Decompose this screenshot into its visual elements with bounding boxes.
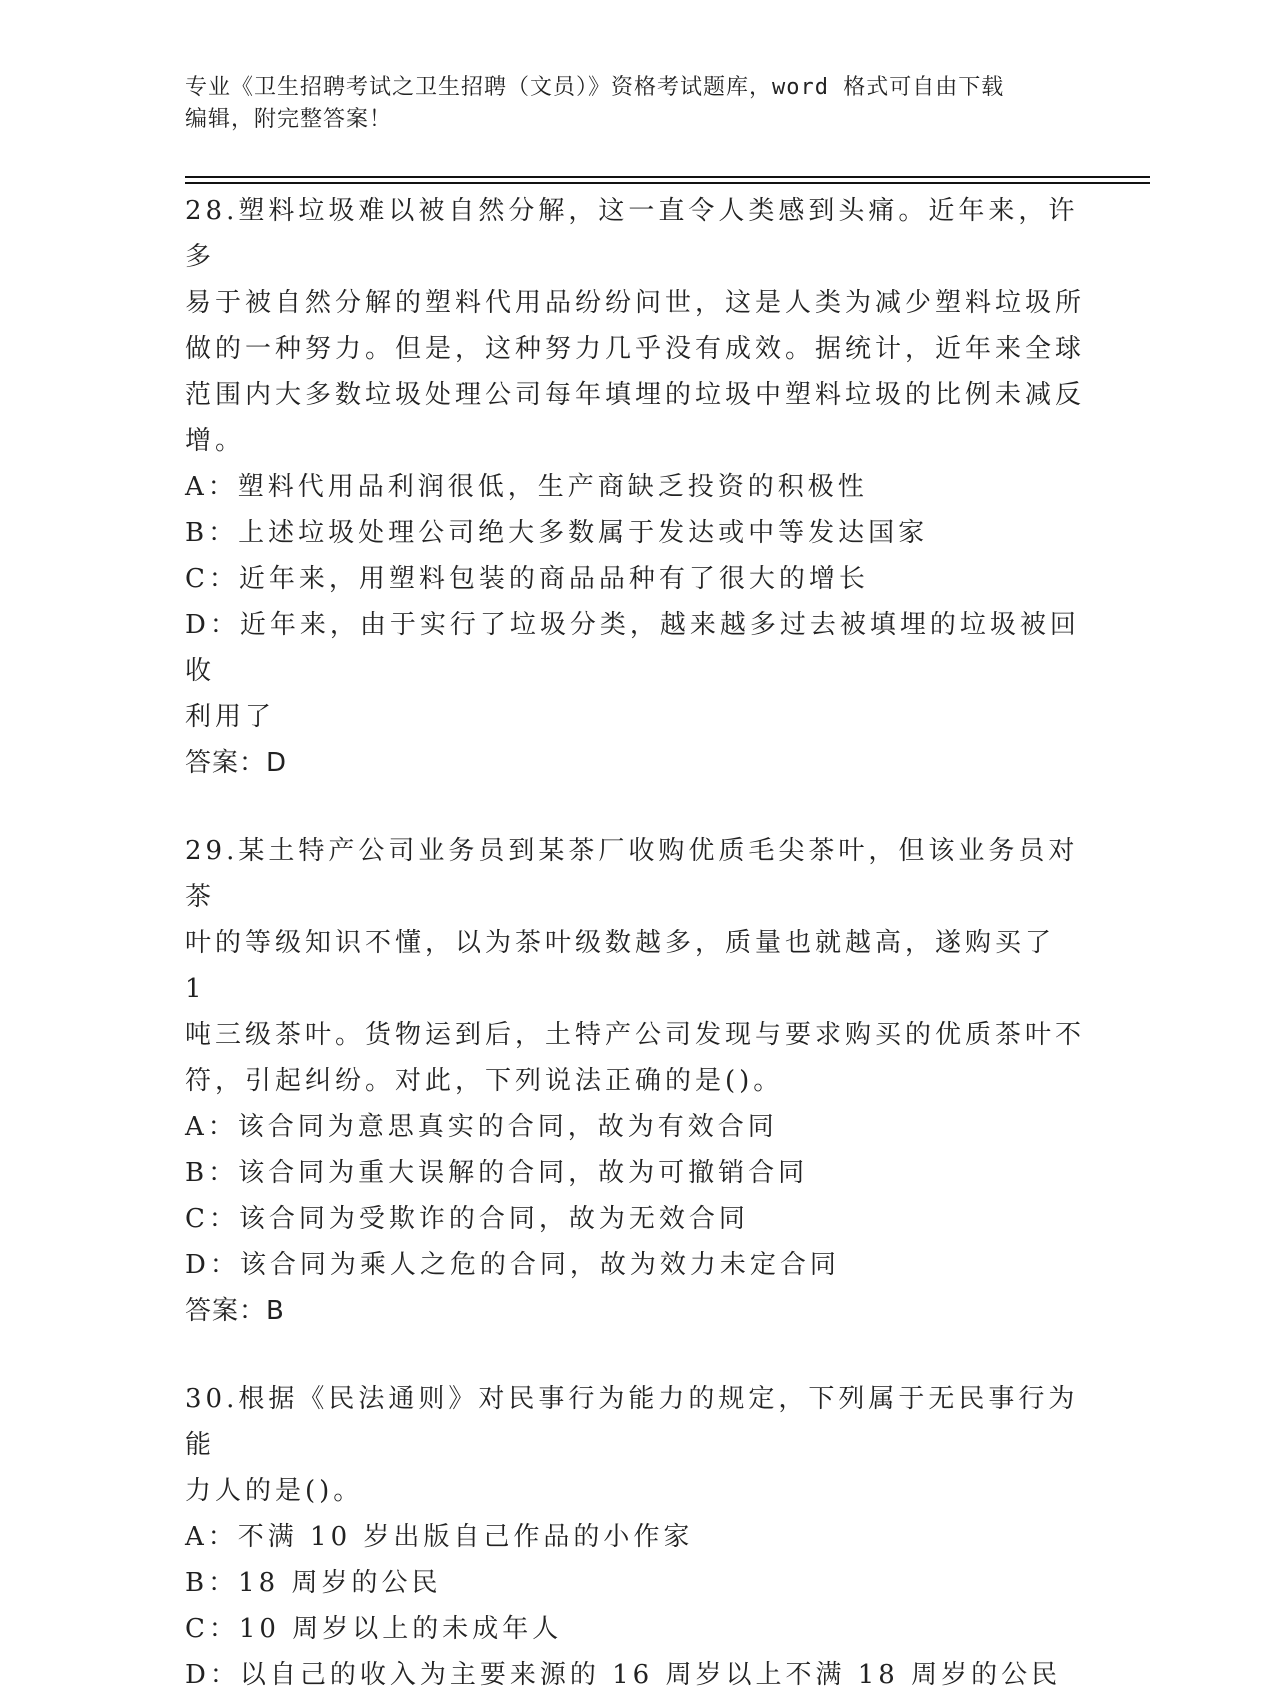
option-a: A：不满 10 岁出版自己作品的小作家 xyxy=(185,1522,694,1552)
question-29 xyxy=(185,828,1085,1334)
question-text-line: 30.根据《民法通则》对民事行为能力的规定，下列属于无民事行为能 xyxy=(185,1384,1079,1460)
header-line-2: 编辑，附完整答案！ xyxy=(185,107,393,132)
option-d-continued: 利用了 xyxy=(185,702,276,732)
header-divider-bottom xyxy=(185,182,1150,184)
option-d: D：近年来，由于实行了垃圾分类，越来越多过去被填埋的垃圾被回收 xyxy=(185,610,1080,686)
question-text-line: 28.塑料垃圾难以被自然分解，这一直令人类感到头痛。近年来，许多 xyxy=(185,196,1079,272)
question-spacer xyxy=(185,1334,1085,1376)
question-text-line: 力人的是()。 xyxy=(185,1476,364,1506)
answer-label: 答案：D xyxy=(185,748,288,778)
question-text-line: 易于被自然分解的塑料代用品纷纷问世，这是人类为减少塑料垃圾所 xyxy=(185,288,1086,318)
header-divider-top xyxy=(185,176,1150,178)
question-text-line: 增。 xyxy=(185,426,246,456)
question-text-line: 符，引起纠纷。对此，下列说法正确的是()。 xyxy=(185,1066,784,1096)
document-header xyxy=(185,72,1085,136)
option-d: D：该合同为乘人之危的合同，故为效力未定合同 xyxy=(185,1250,840,1280)
option-b: B：该合同为重大误解的合同，故为可撤销合同 xyxy=(185,1158,809,1188)
question-text-line: 做的一种努力。但是，这种努力几乎没有成效。据统计，近年来全球 xyxy=(185,334,1086,364)
option-b: B：18 周岁的公民 xyxy=(185,1568,442,1598)
question-text-line: 吨三级茶叶。货物运到后，土特产公司发现与要求购买的优质茶叶不 xyxy=(185,1020,1086,1050)
option-d: D：以自己的收入为主要来源的 16 周岁以上不满 18 周岁的公民 xyxy=(185,1660,1062,1690)
question-28 xyxy=(185,188,1085,786)
question-list xyxy=(185,188,1085,1698)
question-text-line: 29.某土特产公司业务员到某茶厂收购优质毛尖茶叶，但该业务员对茶 xyxy=(185,836,1079,912)
option-c: C：10 周岁以上的未成年人 xyxy=(185,1614,563,1644)
header-line-1: 专业《卫生招聘考试之卫生招聘（文员）》资格考试题库，word 格式可自由下载 xyxy=(185,75,1005,100)
question-text-line: 叶的等级知识不懂，以为茶叶级数越多，质量也就越高，遂购买了 1 xyxy=(185,928,1056,1004)
option-b: B：上述垃圾处理公司绝大多数属于发达或中等发达国家 xyxy=(185,518,929,548)
question-text-line: 范围内大多数垃圾处理公司每年填埋的垃圾中塑料垃圾的比例未减反 xyxy=(185,380,1086,410)
option-a: A：塑料代用品利润很低，生产商缺乏投资的积极性 xyxy=(185,472,868,502)
option-c: C：该合同为受欺诈的合同，故为无效合同 xyxy=(185,1204,749,1234)
question-spacer xyxy=(185,786,1085,828)
option-a: A：该合同为意思真实的合同，故为有效合同 xyxy=(185,1112,778,1142)
option-c: C：近年来，用塑料包装的商品品种有了很大的增长 xyxy=(185,564,869,594)
answer-label: 答案：B xyxy=(185,1296,285,1326)
